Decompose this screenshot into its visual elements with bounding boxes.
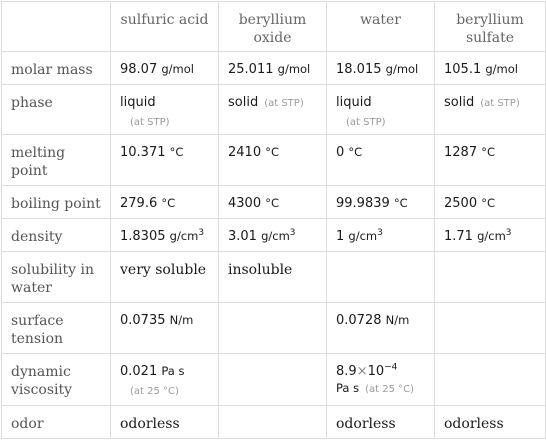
- table-cell: [327, 252, 435, 303]
- table-row: [2, 219, 546, 252]
- table-cell: [219, 303, 327, 354]
- row-label: molar mass: [2, 52, 111, 85]
- row-label: phase: [2, 85, 111, 135]
- table-cell: 2410 °C: [219, 135, 327, 186]
- table-cell: liquid (at STP): [327, 85, 435, 135]
- table-cell: [435, 354, 546, 406]
- table-cell: $8.9\times 10^{-4}$ Pa s (at 25 °C): [327, 354, 435, 406]
- row-label: dynamic viscosity: [2, 354, 111, 406]
- row-label: density: [2, 219, 111, 252]
- table-cell: 1287 °C: [435, 135, 546, 186]
- corner-cell: [2, 2, 111, 52]
- table-row: [2, 135, 546, 186]
- table-cell: 0.021 Pa s (at 25 °C): [111, 354, 219, 406]
- table-cell: 10.371 °C: [111, 135, 219, 186]
- table-cell: insoluble: [219, 252, 327, 303]
- table-cell: 0.0728 N/m: [327, 303, 435, 354]
- table-cell: 1.71 $g/cm^3$: [435, 219, 546, 252]
- column-header: beryllium sulfate: [435, 2, 546, 52]
- table-cell: solid (at STP): [219, 85, 327, 135]
- table-cell: 1.8305 $g/cm^3$: [111, 219, 219, 252]
- table-row: [2, 354, 546, 406]
- table-cell: [435, 252, 546, 303]
- table-cell: 0 °C: [327, 135, 435, 186]
- table-cell: 99.9839 °C: [327, 186, 435, 219]
- table-cell: odorless: [435, 406, 546, 439]
- column-header: water: [327, 2, 435, 52]
- table-cell: [435, 303, 546, 354]
- header-row: [2, 2, 546, 52]
- table-cell: 4300 °C: [219, 186, 327, 219]
- table-cell: odorless: [111, 406, 219, 439]
- column-header: sulfuric acid: [111, 2, 219, 52]
- table-cell: 279.6 °C: [111, 186, 219, 219]
- row-label: solubility in water: [2, 252, 111, 303]
- table-row: [2, 85, 546, 135]
- row-label: melting point: [2, 135, 111, 186]
- row-label: odor: [2, 406, 111, 439]
- table-cell: very soluble: [111, 252, 219, 303]
- table-row: [2, 52, 546, 85]
- table-cell: 105.1 g/mol: [435, 52, 546, 85]
- table-cell: solid (at STP): [435, 85, 546, 135]
- table-row: [2, 186, 546, 219]
- row-label: boiling point: [2, 186, 111, 219]
- table-cell: 0.0735 N/m: [111, 303, 219, 354]
- table-cell: 1 $g/cm^3$: [327, 219, 435, 252]
- table-cell: odorless: [327, 406, 435, 439]
- table-cell: 2500 °C: [435, 186, 546, 219]
- table-cell: 98.07 g/mol: [111, 52, 219, 85]
- table-row: [2, 406, 546, 439]
- table-cell: [219, 354, 327, 406]
- table-cell: liquid (at STP): [111, 85, 219, 135]
- column-header: beryllium oxide: [219, 2, 327, 52]
- properties-table: [1, 1, 546, 439]
- table-cell: 18.015 g/mol: [327, 52, 435, 85]
- table-cell: [219, 406, 327, 439]
- row-label: surface tension: [2, 303, 111, 354]
- table-row: [2, 252, 546, 303]
- table-cell: 3.01 $g/cm^3$: [219, 219, 327, 252]
- table-row: [2, 303, 546, 354]
- table-cell: 25.011 g/mol: [219, 52, 327, 85]
